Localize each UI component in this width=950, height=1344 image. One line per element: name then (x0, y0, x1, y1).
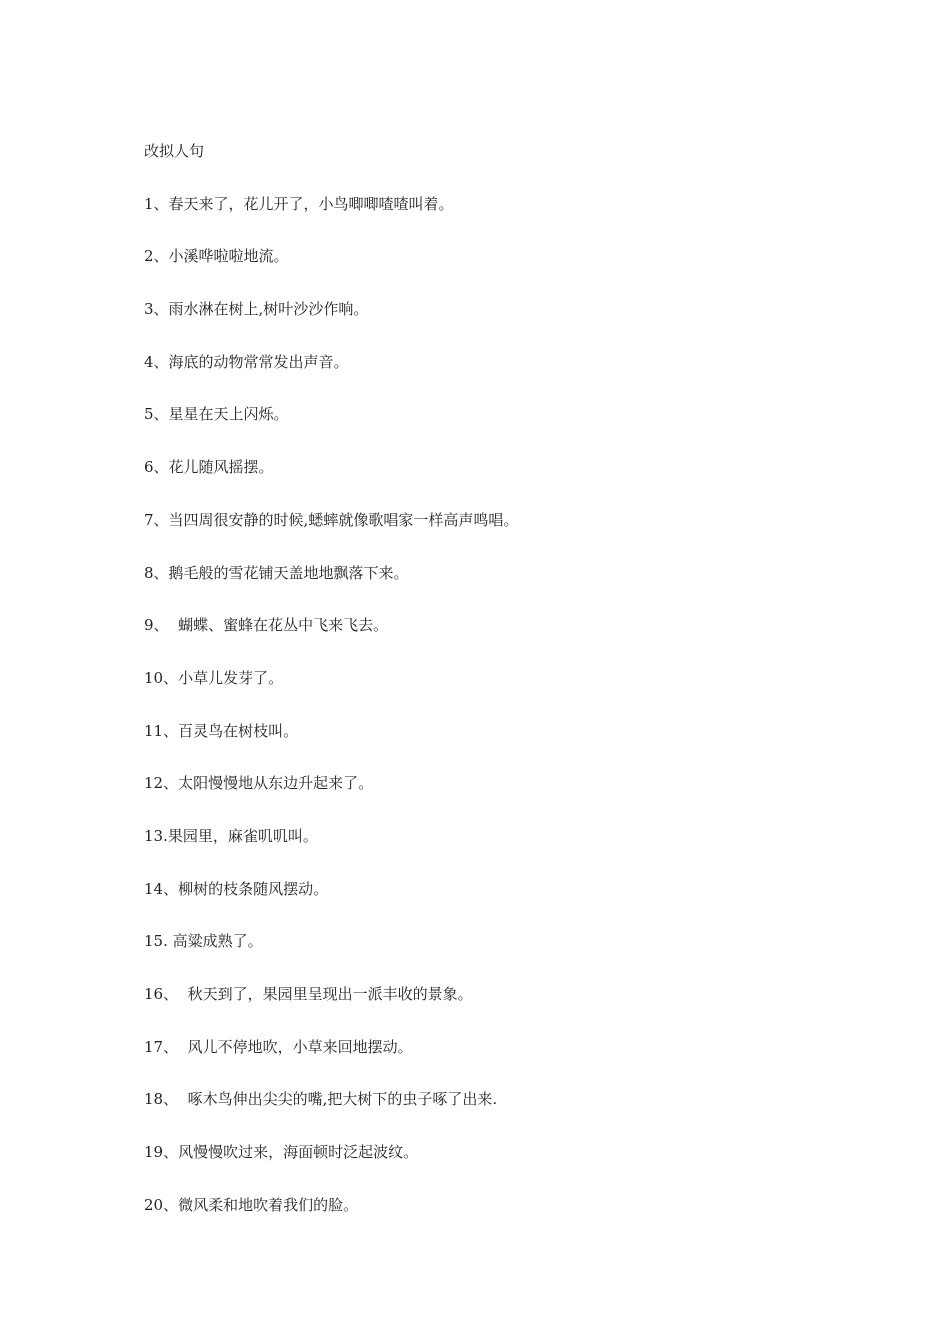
sentence-item-1: 1、春天来了，花儿开了，小鸟唧唧喳喳叫着。 (144, 194, 454, 213)
sentence-item-9: 9、 蝴蝶、蜜蜂在花丛中飞来飞去。 (144, 616, 389, 635)
document-body (144, 140, 844, 1246)
sentence-item-10: 10、小草儿发芽了。 (144, 668, 284, 687)
sentence-item-14: 14、柳树的枝条随风摆动。 (144, 879, 329, 898)
sentence-item-12: 12、太阳慢慢地从东边升起来了。 (144, 774, 374, 793)
sentence-item-17: 17、 风儿不停地吹，小草来回地摆动。 (144, 1037, 413, 1056)
sentence-item-4: 4、海底的动物常常发出声音。 (144, 352, 349, 371)
sentence-item-18: 18、 啄木鸟伸出尖尖的嘴,把大树下的虫子啄了出来. (144, 1090, 498, 1109)
sentence-item-19: 19、风慢慢吹过来，海面顿时泛起波纹。 (144, 1143, 419, 1162)
sentence-item-7: 7、当四周很安静的时候,蟋蟀就像歌唱家一样高声鸣唱。 (144, 510, 519, 529)
sentence-item-20: 20、微风柔和地吹着我们的脸。 (144, 1195, 359, 1214)
sentence-item-2: 2、小溪哗啦啦地流。 (144, 247, 289, 266)
sentence-item-3: 3、雨水淋在树上,树叶沙沙作响。 (144, 300, 369, 319)
sentence-item-11: 11、百灵鸟在树枝叫。 (144, 721, 299, 740)
document-title: 改拟人句 (144, 142, 205, 160)
sentence-item-5: 5、星星在天上闪烁。 (144, 405, 289, 424)
sentence-item-15: 15. 高粱成熟了。 (144, 932, 263, 951)
sentence-item-6: 6、花儿随风摇摆。 (144, 458, 274, 477)
sentence-item-8: 8、鹅毛般的雪花铺天盖地地飘落下来。 (144, 563, 409, 582)
sentence-item-16: 16、 秋天到了，果园里呈现出一派丰收的景象。 (144, 985, 473, 1003)
sentence-item-13: 13.果园里，麻雀叽叽叫。 (144, 826, 318, 845)
